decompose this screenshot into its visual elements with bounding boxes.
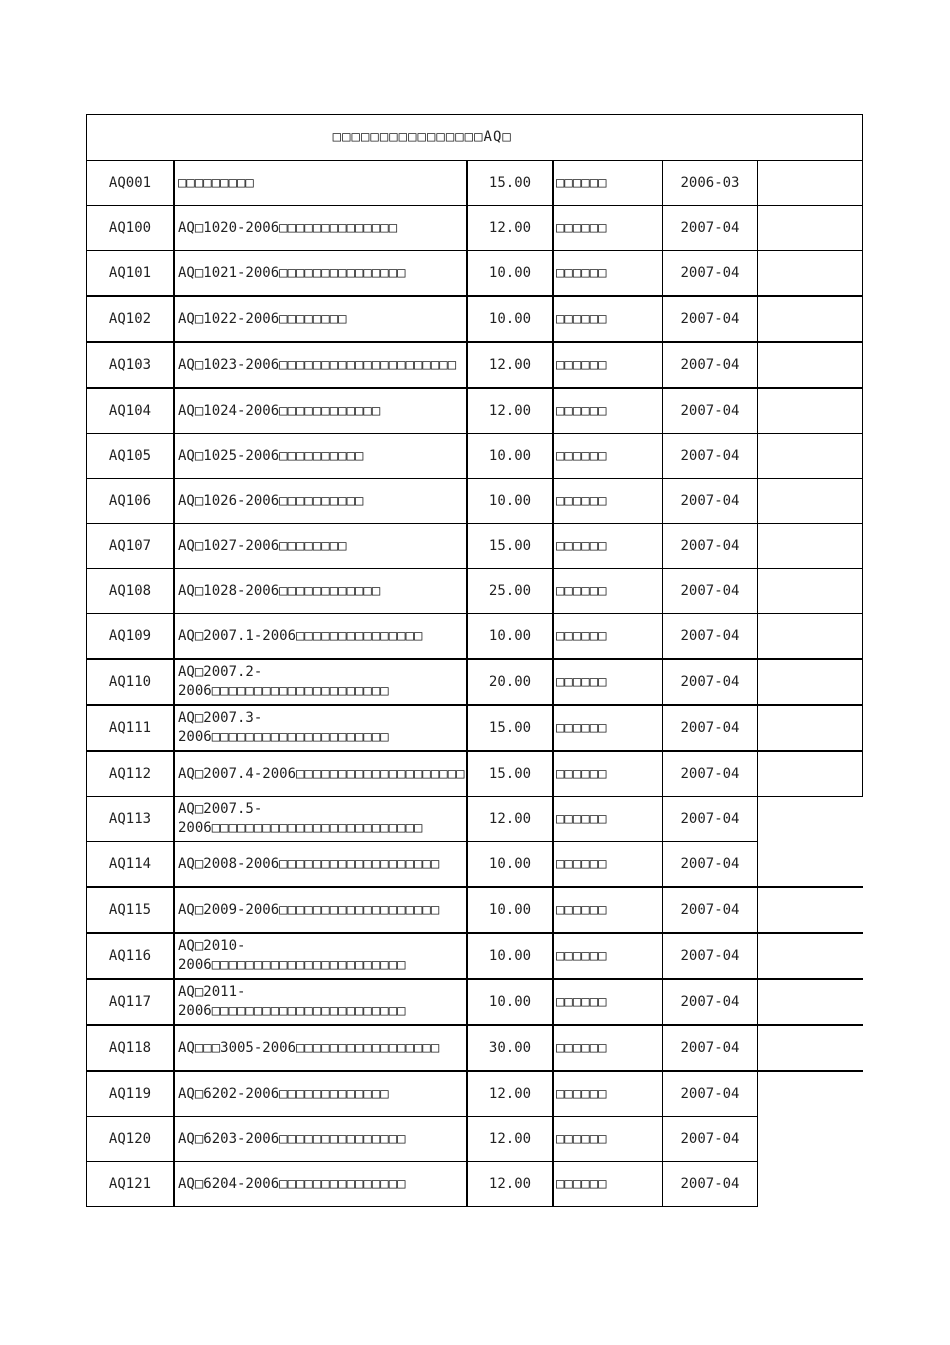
- date-cell: 2007-04: [663, 434, 758, 479]
- code-cell: AQ104: [87, 388, 175, 434]
- table-row: [87, 479, 863, 524]
- table-row: [87, 1162, 863, 1207]
- table-row: [87, 842, 863, 888]
- code-cell: AQ101: [87, 251, 175, 297]
- publisher-cell: □□□□□□: [553, 434, 663, 479]
- publisher-cell: □□□□□□: [553, 887, 663, 933]
- name-cell: AQ□1025-2006□□□□□□□□□□: [174, 434, 467, 479]
- publisher-cell: □□□□□□: [553, 842, 663, 888]
- code-cell: AQ105: [87, 434, 175, 479]
- publisher-cell: □□□□□□: [553, 569, 663, 614]
- table-row: [87, 614, 863, 660]
- publisher-cell: □□□□□□: [553, 1117, 663, 1162]
- table-row: [87, 659, 863, 705]
- name-cell: AQ□6204-2006□□□□□□□□□□□□□□□: [174, 1162, 467, 1207]
- table-row: [87, 206, 863, 251]
- date-cell: 2007-04: [663, 933, 758, 979]
- date-cell: 2007-04: [663, 206, 758, 251]
- code-cell: AQ110: [87, 659, 175, 705]
- price-cell: 15.00: [467, 751, 553, 797]
- publisher-cell: □□□□□□: [553, 659, 663, 705]
- empty-extra-cell: [758, 1162, 863, 1207]
- price-cell: 10.00: [467, 933, 553, 979]
- date-cell: 2007-04: [663, 751, 758, 797]
- name-cell: AQ□2007.2-2006□□□□□□□□□□□□□□□□□□□□□: [174, 659, 467, 705]
- table-title: □□□□□□□□□□□□□□□□AQ□: [87, 115, 758, 161]
- price-cell: 30.00: [467, 1025, 553, 1071]
- publisher-cell: □□□□□□: [553, 206, 663, 251]
- empty-extra-cell: [758, 524, 863, 569]
- name-cell: AQ□1020-2006□□□□□□□□□□□□□□: [174, 206, 467, 251]
- date-cell: 2007-04: [663, 1162, 758, 1207]
- name-cell: AQ□6202-2006□□□□□□□□□□□□□: [174, 1071, 467, 1117]
- code-cell: AQ102: [87, 296, 175, 342]
- price-cell: 12.00: [467, 1162, 553, 1207]
- price-cell: 15.00: [467, 524, 553, 569]
- date-cell: 2007-04: [663, 524, 758, 569]
- date-cell: 2006-03: [663, 161, 758, 206]
- table-row: [87, 342, 863, 388]
- date-cell: 2007-04: [663, 614, 758, 660]
- table-row: [87, 887, 863, 933]
- date-cell: 2007-04: [663, 1071, 758, 1117]
- name-cell: AQ□2007.1-2006□□□□□□□□□□□□□□□: [174, 614, 467, 660]
- publisher-cell: □□□□□□: [553, 797, 663, 842]
- price-cell: 12.00: [467, 342, 553, 388]
- title-extra-cell: [758, 115, 863, 161]
- empty-extra-cell: [758, 434, 863, 479]
- price-cell: 25.00: [467, 569, 553, 614]
- price-cell: 10.00: [467, 296, 553, 342]
- table-row: [87, 434, 863, 479]
- publisher-cell: □□□□□□: [553, 705, 663, 751]
- publisher-cell: □□□□□□: [553, 251, 663, 297]
- title-row: [87, 115, 863, 161]
- name-cell: AQ□1023-2006□□□□□□□□□□□□□□□□□□□□□: [174, 342, 467, 388]
- code-cell: AQ114: [87, 842, 175, 888]
- code-cell: AQ116: [87, 933, 175, 979]
- name-cell: AQ□2008-2006□□□□□□□□□□□□□□□□□□□: [174, 842, 467, 888]
- table-row: [87, 524, 863, 569]
- name-cell: AQ□6203-2006□□□□□□□□□□□□□□□: [174, 1117, 467, 1162]
- name-cell: AQ□1022-2006□□□□□□□□: [174, 296, 467, 342]
- empty-extra-cell: [758, 1025, 863, 1071]
- table-body: [87, 115, 863, 1207]
- date-cell: 2007-04: [663, 705, 758, 751]
- empty-extra-cell: [758, 887, 863, 933]
- date-cell: 2007-04: [663, 251, 758, 297]
- code-cell: AQ113: [87, 797, 175, 842]
- date-cell: 2007-04: [663, 842, 758, 888]
- price-cell: 12.00: [467, 1117, 553, 1162]
- code-cell: AQ112: [87, 751, 175, 797]
- empty-extra-cell: [758, 979, 863, 1025]
- table-row: [87, 161, 863, 206]
- empty-extra-cell: [758, 659, 863, 705]
- price-cell: 10.00: [467, 614, 553, 660]
- date-cell: 2007-04: [663, 388, 758, 434]
- publisher-cell: □□□□□□: [553, 751, 663, 797]
- table-row: [87, 933, 863, 979]
- name-cell: AQ□2010-2006□□□□□□□□□□□□□□□□□□□□□□□: [174, 933, 467, 979]
- empty-extra-cell: [758, 296, 863, 342]
- date-cell: 2007-04: [663, 659, 758, 705]
- publisher-cell: □□□□□□: [553, 1071, 663, 1117]
- code-cell: AQ118: [87, 1025, 175, 1071]
- empty-extra-cell: [758, 342, 863, 388]
- publisher-cell: □□□□□□: [553, 614, 663, 660]
- publisher-cell: □□□□□□: [553, 1162, 663, 1207]
- empty-extra-cell: [758, 842, 863, 888]
- publisher-cell: □□□□□□: [553, 933, 663, 979]
- code-cell: AQ117: [87, 979, 175, 1025]
- name-cell: AQ□2007.4-2006□□□□□□□□□□□□□□□□□□□□: [174, 751, 467, 797]
- name-cell: AQ□1028-2006□□□□□□□□□□□□: [174, 569, 467, 614]
- price-cell: 10.00: [467, 979, 553, 1025]
- price-cell: 10.00: [467, 887, 553, 933]
- empty-extra-cell: [758, 1117, 863, 1162]
- table-row: [87, 1025, 863, 1071]
- name-cell: AQ□□□3005-2006□□□□□□□□□□□□□□□□□: [174, 1025, 467, 1071]
- date-cell: 2007-04: [663, 979, 758, 1025]
- empty-extra-cell: [758, 933, 863, 979]
- price-cell: 15.00: [467, 705, 553, 751]
- publisher-cell: □□□□□□: [553, 524, 663, 569]
- name-cell: AQ□1024-2006□□□□□□□□□□□□: [174, 388, 467, 434]
- publisher-cell: □□□□□□: [553, 342, 663, 388]
- code-cell: AQ103: [87, 342, 175, 388]
- code-cell: AQ121: [87, 1162, 175, 1207]
- code-cell: AQ107: [87, 524, 175, 569]
- table-row: [87, 1117, 863, 1162]
- name-cell: AQ□1027-2006□□□□□□□□: [174, 524, 467, 569]
- empty-extra-cell: [758, 251, 863, 297]
- publisher-cell: □□□□□□: [553, 479, 663, 524]
- name-cell: AQ□2009-2006□□□□□□□□□□□□□□□□□□□: [174, 887, 467, 933]
- code-cell: AQ119: [87, 1071, 175, 1117]
- price-cell: 15.00: [467, 161, 553, 206]
- code-cell: AQ120: [87, 1117, 175, 1162]
- publisher-cell: □□□□□□: [553, 296, 663, 342]
- name-cell: □□□□□□□□□: [174, 161, 467, 206]
- empty-extra-cell: [758, 161, 863, 206]
- date-cell: 2007-04: [663, 1025, 758, 1071]
- empty-extra-cell: [758, 751, 863, 797]
- date-cell: 2007-04: [663, 342, 758, 388]
- table-row: [87, 296, 863, 342]
- name-cell: AQ□1021-2006□□□□□□□□□□□□□□□: [174, 251, 467, 297]
- table-row: [87, 569, 863, 614]
- table-row: [87, 797, 863, 842]
- table-row: [87, 751, 863, 797]
- date-cell: 2007-04: [663, 296, 758, 342]
- publisher-cell: □□□□□□: [553, 979, 663, 1025]
- price-cell: 12.00: [467, 206, 553, 251]
- empty-extra-cell: [758, 479, 863, 524]
- name-cell: AQ□2011-2006□□□□□□□□□□□□□□□□□□□□□□□: [174, 979, 467, 1025]
- code-cell: AQ001: [87, 161, 175, 206]
- price-cell: 12.00: [467, 1071, 553, 1117]
- name-cell: AQ□2007.3-2006□□□□□□□□□□□□□□□□□□□□□: [174, 705, 467, 751]
- table-row: [87, 251, 863, 297]
- empty-extra-cell: [758, 705, 863, 751]
- empty-extra-cell: [758, 206, 863, 251]
- code-cell: AQ100: [87, 206, 175, 251]
- publisher-cell: □□□□□□: [553, 1025, 663, 1071]
- code-cell: AQ109: [87, 614, 175, 660]
- code-cell: AQ115: [87, 887, 175, 933]
- code-cell: AQ111: [87, 705, 175, 751]
- empty-extra-cell: [758, 797, 863, 842]
- publisher-cell: □□□□□□: [553, 161, 663, 206]
- price-cell: 10.00: [467, 479, 553, 524]
- price-cell: 12.00: [467, 797, 553, 842]
- date-cell: 2007-04: [663, 887, 758, 933]
- price-cell: 10.00: [467, 434, 553, 479]
- standards-table: [86, 114, 863, 1207]
- date-cell: 2007-04: [663, 479, 758, 524]
- code-cell: AQ106: [87, 479, 175, 524]
- date-cell: 2007-04: [663, 569, 758, 614]
- price-cell: 20.00: [467, 659, 553, 705]
- table-row: [87, 979, 863, 1025]
- code-cell: AQ108: [87, 569, 175, 614]
- date-cell: 2007-04: [663, 797, 758, 842]
- table-row: [87, 1071, 863, 1117]
- date-cell: 2007-04: [663, 1117, 758, 1162]
- price-cell: 10.00: [467, 842, 553, 888]
- empty-extra-cell: [758, 388, 863, 434]
- name-cell: AQ□1026-2006□□□□□□□□□□: [174, 479, 467, 524]
- price-cell: 10.00: [467, 251, 553, 297]
- empty-extra-cell: [758, 614, 863, 660]
- empty-extra-cell: [758, 569, 863, 614]
- table-row: [87, 705, 863, 751]
- empty-extra-cell: [758, 1071, 863, 1117]
- table-row: [87, 388, 863, 434]
- name-cell: AQ□2007.5-2006□□□□□□□□□□□□□□□□□□□□□□□□□: [174, 797, 467, 842]
- publisher-cell: □□□□□□: [553, 388, 663, 434]
- standards-price-sheet: [86, 114, 863, 1207]
- price-cell: 12.00: [467, 388, 553, 434]
